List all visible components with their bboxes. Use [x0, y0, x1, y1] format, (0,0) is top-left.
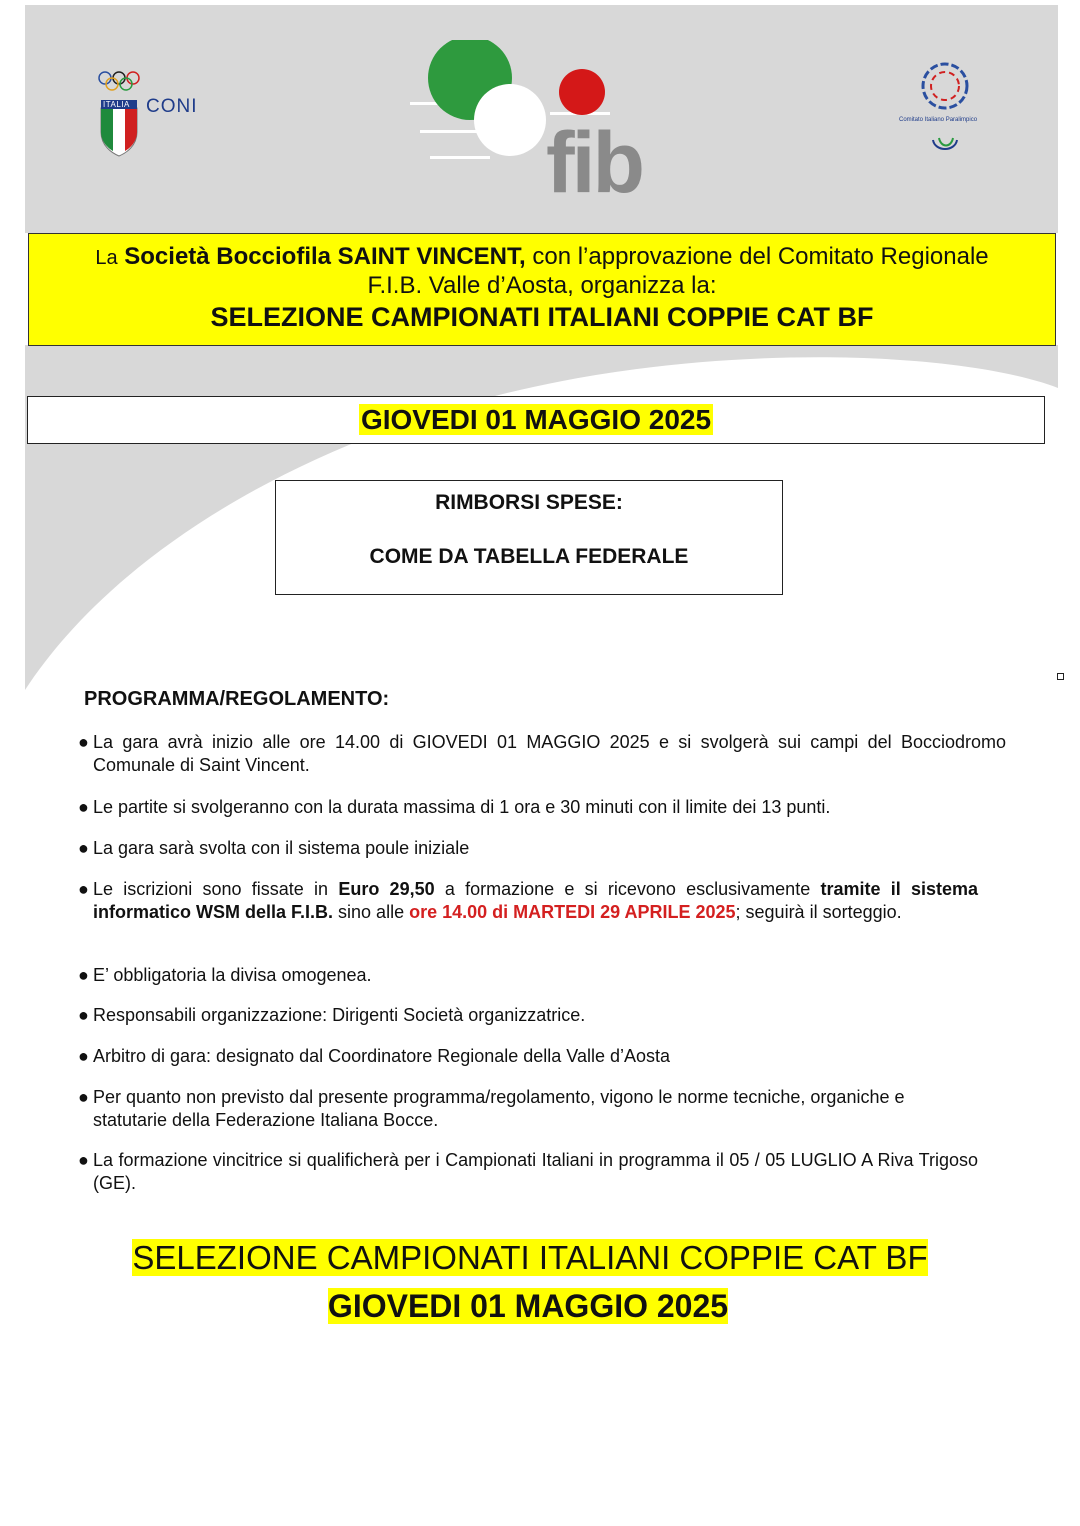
list-item: [78, 731, 1006, 777]
item4-part: a formazione e si ricevono esclusivamente: [434, 879, 821, 899]
bullet-icon: ●: [78, 1150, 89, 1170]
list-item-text: La gara sarà svolta con il sistema poule iniziale: [93, 838, 470, 858]
event-date: GIOVEDI 01 MAGGIO 2025: [360, 404, 712, 435]
programma-title: PROGRAMMA/REGOLAMENTO:: [84, 688, 390, 710]
fib-wordmark: fib: [546, 115, 643, 211]
footer-date-text: GIOVEDI 01 MAGGIO 2025: [327, 1288, 729, 1324]
footer-title: [0, 1238, 1060, 1278]
bullet-icon: ●: [78, 797, 89, 817]
footer-date: [0, 1286, 1056, 1326]
list-item-text: Le partite si svolgeranno con la durata massima di 1 ora e 30 minuti con il limite dei 13 punti.: [93, 797, 831, 817]
list-item-text: La formazione vincitrice si qualificherà per i Campionati Italiani in programma il 05 / 05 LUGLIO A Riva Trigoso (GE).: [93, 1150, 978, 1193]
list-item-text: La gara avrà inizio alle ore 14.00 di GIOVEDI 01 MAGGIO 2025 e si svolgerà sui campi del Bocciodromo Comunale di Saint Vincent.: [93, 732, 1006, 775]
footer-title-text: SELEZIONE CAMPIONATI ITALIANI COPPIE CAT BF: [132, 1239, 928, 1276]
list-item-text: E’ obbligatoria la divisa omogenea.: [93, 965, 372, 985]
item4-fee: Euro 29,50: [338, 879, 435, 899]
bullet-icon: ●: [78, 965, 89, 985]
list-item: [78, 1149, 978, 1195]
bullet-icon: ●: [78, 838, 89, 858]
item4-part: Le iscrizioni sono fissate in: [93, 879, 339, 899]
list-item: [78, 1086, 978, 1132]
marker-square: [1057, 673, 1064, 680]
banner-title: SELEZIONE CAMPIONATI ITALIANI COPPIE CAT BF: [210, 302, 874, 332]
list-item-text: [93, 878, 978, 924]
coni-label: CONI: [146, 96, 198, 117]
bullet-icon: ●: [78, 732, 89, 752]
list-item-text: Responsabili organizzazione: Dirigenti Società organizzatrice.: [93, 1005, 586, 1025]
banner-line-2: F.I.B. Valle d’Aosta, organizza la:: [367, 272, 717, 299]
cip-emblem-icon: [895, 62, 995, 162]
banner-la: La: [95, 247, 118, 269]
bullet-icon: ●: [78, 1087, 89, 1107]
list-item: [78, 964, 1006, 987]
bullet-icon: ●: [78, 879, 89, 899]
bullet-icon: ●: [78, 1046, 89, 1066]
item4-part: sino alle: [333, 902, 410, 922]
fib-logo: [410, 40, 680, 210]
organizer-banner: [28, 233, 1056, 346]
list-item-text: Arbitro di gara: designato dal Coordinatore Regionale della Valle d’Aosta: [93, 1046, 671, 1066]
rimborsi-value: COME DA TABELLA FEDERALE: [369, 545, 689, 568]
coni-logo: [96, 68, 206, 158]
item4-deadline: ore 14.00 di MARTEDI 29 APRILE 2025: [409, 902, 736, 922]
banner-line-1: [29, 243, 1055, 272]
list-item: [78, 837, 1006, 860]
banner-society: Società Bocciofila SAINT VINCENT,: [124, 243, 526, 270]
rimborsi-box: [275, 480, 783, 595]
list-item-text: Per quanto non previsto dal presente programma/regolamento, vigono le norme tecniche, organiche e statutarie della Federazione Italiana Bocce.: [93, 1087, 905, 1130]
olympic-rings-icon: [96, 68, 146, 158]
list-item: [78, 1045, 1006, 1068]
coni-badge-text: ITALIA: [103, 100, 130, 109]
item4-part: ; seguirà il sorteggio.: [735, 902, 902, 922]
list-item: [78, 1004, 1006, 1027]
banner-line1-rest: con l’approvazione del Comitato Regionale: [525, 243, 989, 270]
cip-label: Comitato Italiano Paralimpico: [899, 117, 978, 123]
rimborsi-title: RIMBORSI SPESE:: [435, 491, 623, 514]
item4-system: tramite il sistema informatico WSM della F.I.B.: [93, 879, 978, 922]
bullet-icon: ●: [78, 1005, 89, 1025]
list-item: [78, 878, 978, 924]
list-item: [78, 796, 1006, 819]
cip-logo: [895, 62, 995, 162]
date-box: [27, 396, 1045, 444]
